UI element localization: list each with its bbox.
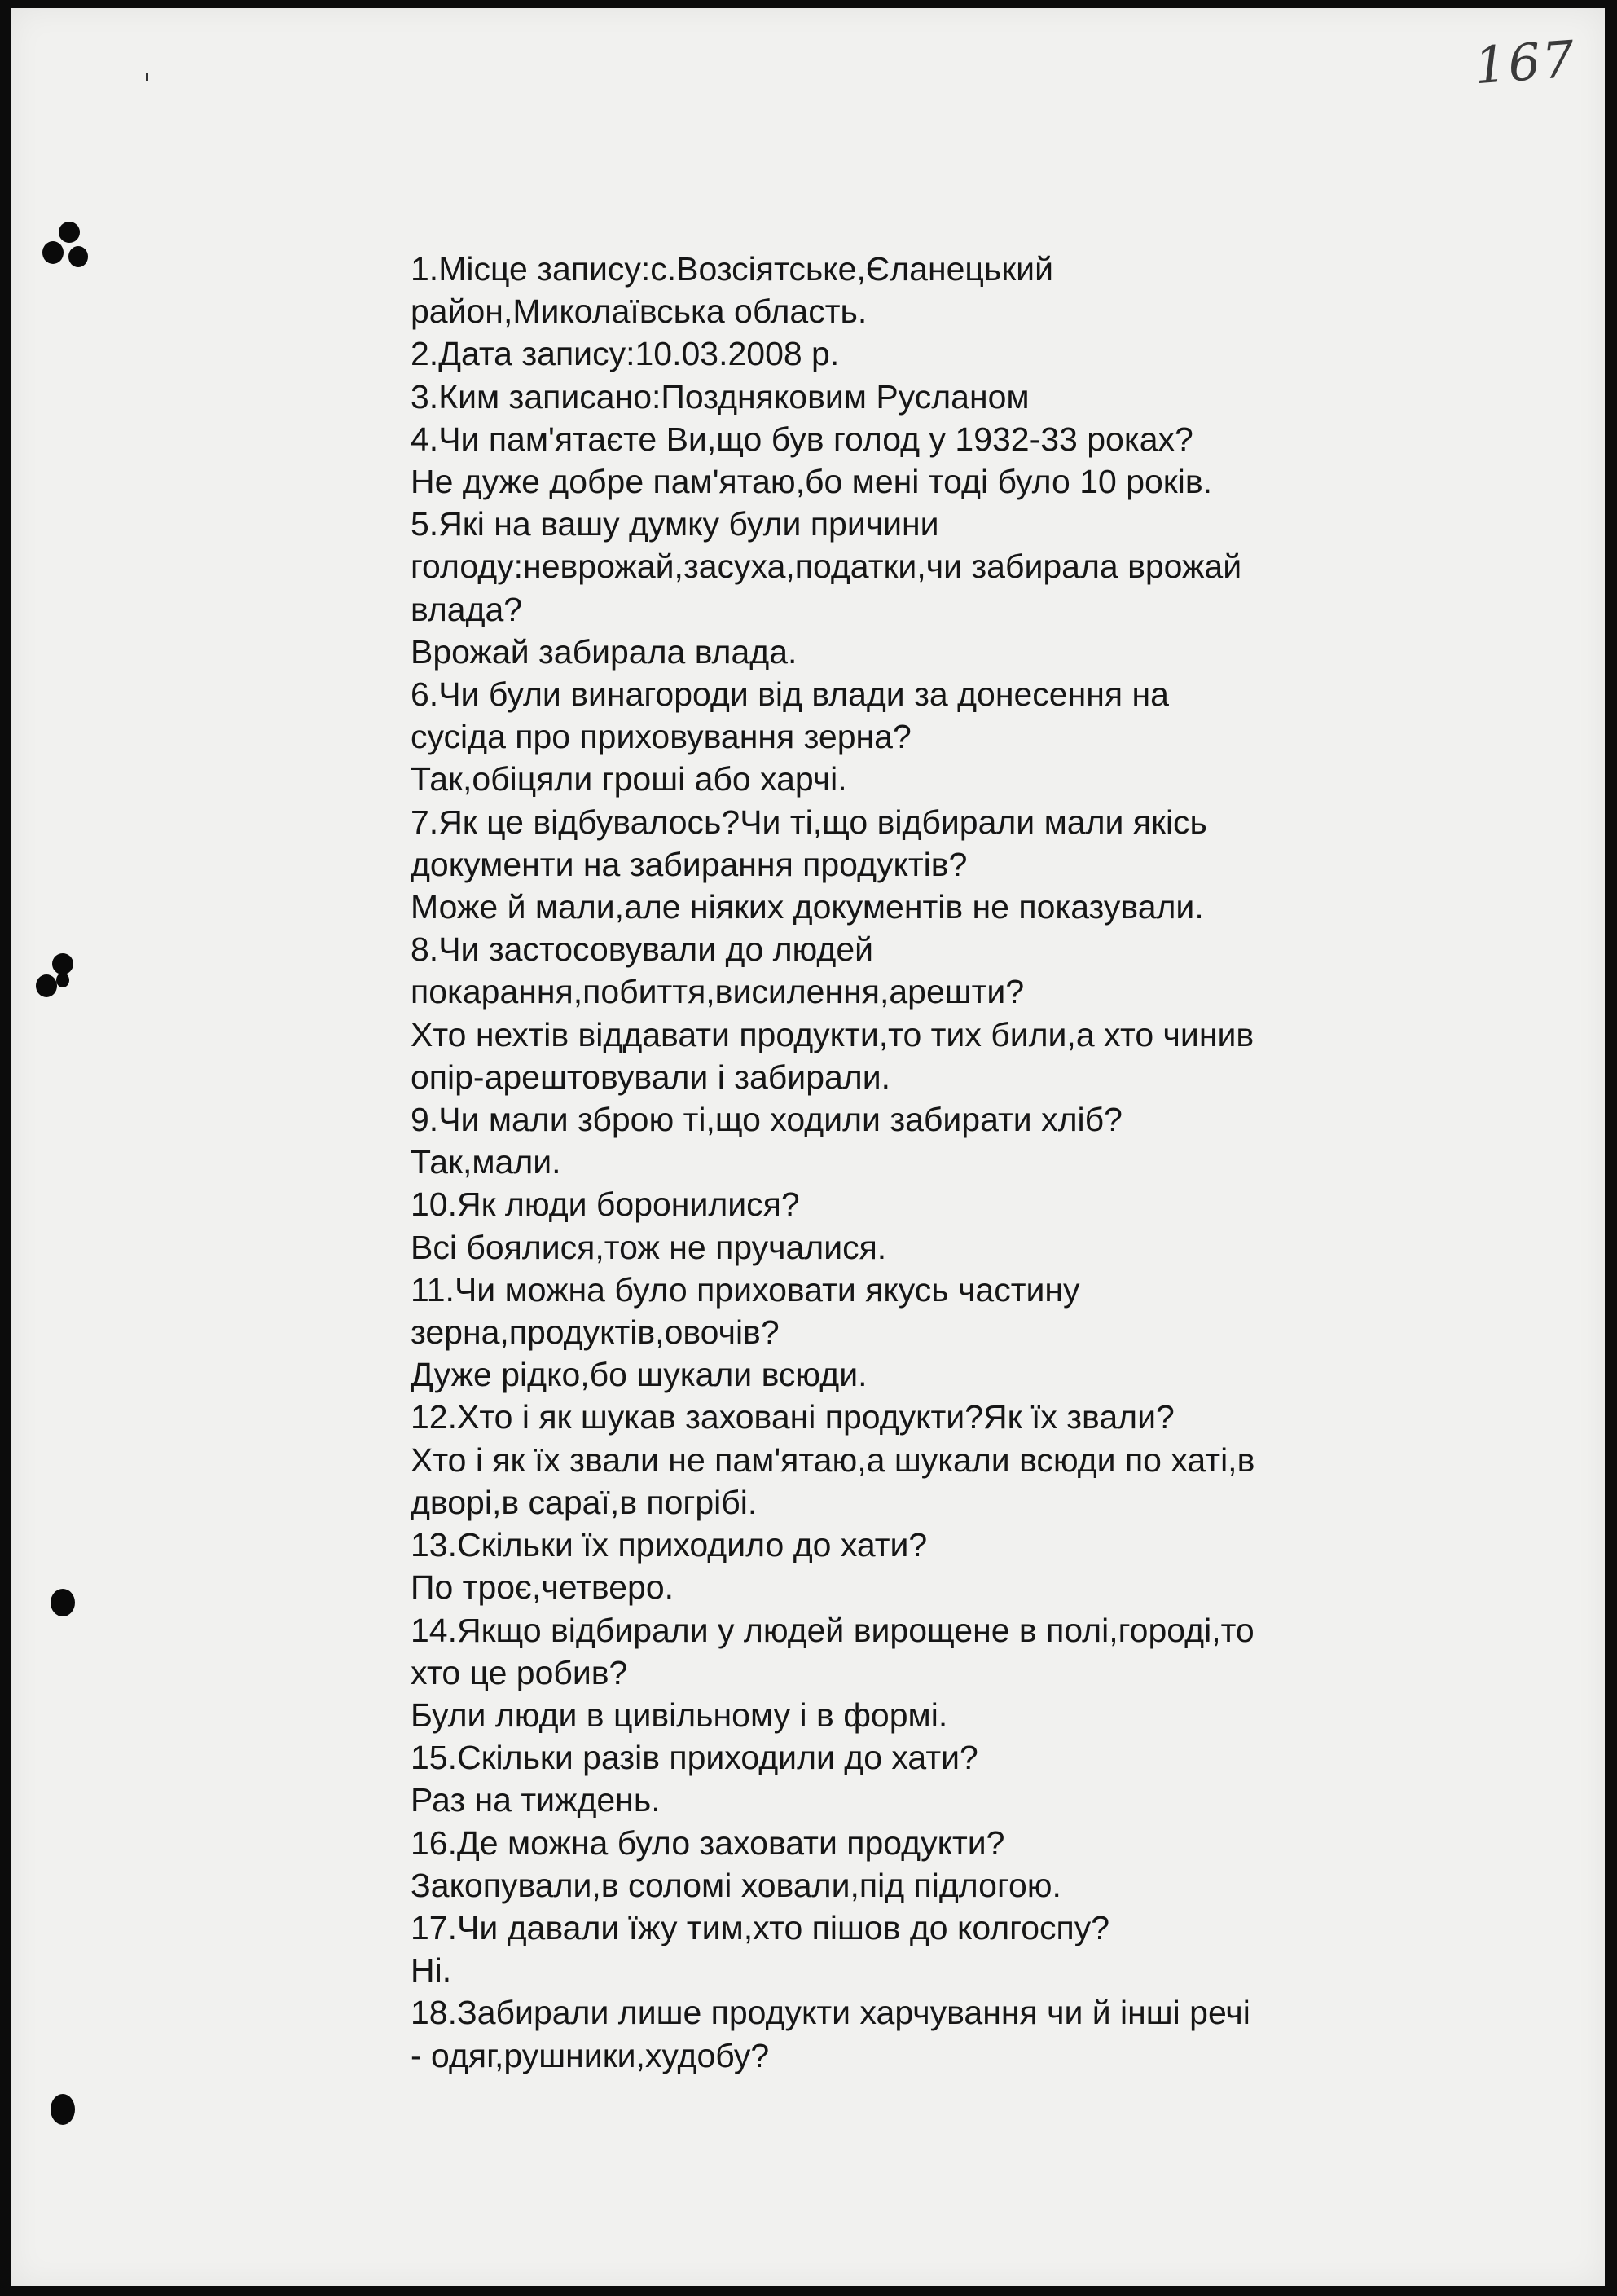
text-line: Так,мали. <box>411 1143 561 1181</box>
text-line: 17.Чи давали їжу тим,хто пішов до колгоспу? <box>411 1908 1110 1946</box>
punch-hole <box>52 953 73 974</box>
text-line: голоду:неврожай,засуха,податки,чи забирала врожай <box>411 548 1242 586</box>
text-line: Хто нехтів віддавати продукти,то тих били,а хто чинив <box>411 1015 1254 1053</box>
punch-hole <box>68 246 88 267</box>
punch-hole <box>42 241 64 264</box>
text-line: 16.Де можна було заховати продукти? <box>411 1823 1005 1862</box>
text-line: - одяг,рушники,худобу? <box>411 2036 770 2074</box>
text-line: район,Миколаївська область. <box>411 292 868 331</box>
text-line: дворі,в сараї,в погрібі. <box>411 1483 758 1521</box>
punch-hole <box>36 974 57 997</box>
text-line: опір-арештовували і забирали. <box>411 1058 891 1096</box>
text-line: Так,обіцяли гроші або харчі. <box>411 760 847 798</box>
text-line: хто це робив? <box>411 1653 628 1691</box>
text-line: 3.Ким записано:Поздняковим Русланом <box>411 377 1030 416</box>
text-line: 9.Чи мали зброю ті,що ходили забирати хліб? <box>411 1101 1123 1139</box>
text-line: Закопували,в соломі ховали,під підлогою. <box>411 1866 1061 1904</box>
punch-hole <box>51 1589 75 1616</box>
text-line: 12.Хто і як шукав заховані продукти?Як їх звали? <box>411 1398 1175 1436</box>
punch-hole <box>51 2094 75 2125</box>
punch-hole <box>56 973 69 987</box>
scan-speck <box>146 73 148 81</box>
text-line: зерна,продуктів,овочів? <box>411 1313 780 1352</box>
text-line: 6.Чи були винагороди від влади за донесення на <box>411 675 1169 714</box>
text-line: 18.Забирали лише продукти харчування чи й інші речі <box>411 1994 1250 2032</box>
punch-hole <box>59 222 80 243</box>
text-line: 1.Місце запису:с.Возсіятське,Єланецький <box>411 250 1053 288</box>
text-line: 14.Якщо відбирали у людей вирощене в полі,городі,то <box>411 1611 1254 1649</box>
text-line: 15.Скільки разів приходили до хати? <box>411 1739 978 1777</box>
text-line: сусіда про приховування зерна? <box>411 718 912 756</box>
text-line: Не дуже добре пам'ятаю,бо мені тоді було 10 років. <box>411 463 1213 501</box>
text-line: Може й мали,але ніяких документів не показували. <box>411 888 1204 926</box>
text-line: влада? <box>411 590 523 628</box>
text-line: Хто і як їх звали не пам'ятаю,а шукали всюди по хаті,в <box>411 1440 1255 1479</box>
text-line: Дуже рідко,бо шукали всюди. <box>411 1356 868 1394</box>
text-line: Ні. <box>411 1951 452 1990</box>
text-line: 5.Які на вашу думку були причини <box>411 505 939 543</box>
text-line: покарання,побиття,висилення,арешти? <box>411 973 1025 1011</box>
text-line: Врожай забирала влада. <box>411 632 798 671</box>
text-line: 7.Як це відбувалось?Чи ті,що відбирали мали якісь <box>411 803 1207 841</box>
document-page <box>11 8 1605 2286</box>
interview-text <box>411 248 1470 2077</box>
text-line: Раз на тиждень. <box>411 1781 661 1819</box>
text-line: документи на забирання продуктів? <box>411 845 968 883</box>
text-line: Всі боялися,тож не пручалися. <box>411 1228 887 1266</box>
text-line: 2.Дата запису:10.03.2008 р. <box>411 335 840 373</box>
text-line: 11.Чи можна було приховати якусь частину <box>411 1270 1080 1309</box>
text-line: 8.Чи застосовували до людей <box>411 930 874 969</box>
text-line: 4.Чи пам'ятаєте Ви,що був голод у 1932-33 роках? <box>411 420 1193 458</box>
handwritten-page-number: 167 <box>1472 29 1578 96</box>
text-line: По троє,четверо. <box>411 1568 674 1607</box>
text-line: 10.Як люди боронилися? <box>411 1185 800 1224</box>
text-line: 13.Скільки їх приходило до хати? <box>411 1526 928 1564</box>
text-line: Були люди в цивільному і в формі. <box>411 1696 948 1734</box>
